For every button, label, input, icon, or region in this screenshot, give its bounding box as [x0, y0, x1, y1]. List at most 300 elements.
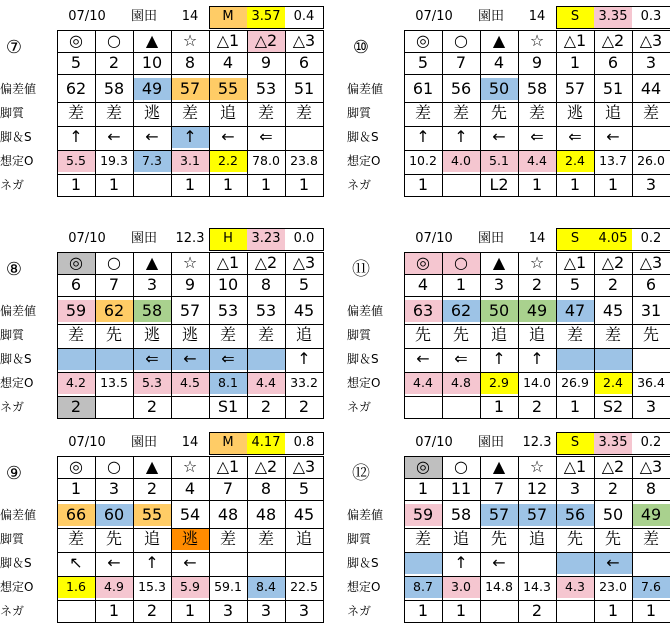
cell-style: 差 — [642, 529, 659, 548]
grid-hline — [57, 478, 324, 479]
cell-legs: ↑ — [454, 553, 468, 572]
grid-hline — [57, 252, 324, 253]
grid-vline — [247, 30, 248, 196]
row-label: 想定O — [347, 154, 381, 168]
row-label: 脚質 — [347, 328, 372, 342]
cell-legs: ← — [107, 553, 121, 572]
cell-marks: ○ — [454, 457, 468, 476]
cell-nums: 2 — [146, 479, 158, 498]
cell-neg: 3 — [645, 397, 657, 416]
row-label: 脚＆S — [347, 556, 379, 570]
cell-nums: 8 — [184, 53, 196, 72]
cell-marks: △1 — [563, 31, 587, 50]
cell-marks: ◎ — [404, 456, 442, 478]
header-diff: 0.4 — [293, 9, 315, 24]
race-panel — [0, 432, 330, 632]
grid-hline — [57, 174, 324, 175]
cell-dev: 45 — [293, 301, 315, 320]
row-label: ネガ — [347, 400, 372, 414]
cell-odds: 4.9 — [95, 576, 133, 598]
cell-neg: 1 — [184, 601, 196, 620]
cell-style: 追 — [143, 529, 160, 548]
cell-marks: ☆ — [182, 253, 198, 272]
cell-marks: △2 — [254, 253, 278, 272]
cell-dev: 45 — [293, 505, 315, 524]
race-number: ⑧ — [5, 259, 23, 280]
cell-style: 先 — [604, 529, 621, 548]
row-label: 脚質 — [0, 328, 25, 342]
cell-style: 逃 — [143, 103, 160, 122]
cell-odds: 5.5 — [57, 150, 95, 172]
grid-hline — [404, 528, 670, 529]
grid-hline — [57, 372, 324, 373]
cell-dev: 57 — [480, 504, 518, 526]
cell-neg: 1 — [455, 601, 467, 620]
grid-hline — [57, 274, 324, 275]
grid-hline — [404, 552, 670, 553]
cell-marks: △2 — [601, 253, 625, 272]
cell-style: 差 — [257, 325, 274, 344]
cell-dev: 57 — [518, 504, 556, 526]
race-number: ⑫ — [352, 463, 370, 484]
cell-odds: 13.5 — [100, 375, 128, 390]
cell-dev: 59 — [57, 300, 95, 322]
grid-vline — [442, 252, 443, 418]
cell-dev: 58 — [103, 79, 125, 98]
cell-marks: △2 — [601, 31, 625, 50]
cell-legs: ↑ — [416, 127, 430, 146]
header-type: S — [556, 432, 594, 454]
cell-dev: 66 — [57, 504, 95, 526]
cell-nums: 8 — [260, 479, 272, 498]
header-track: 園田 — [477, 231, 504, 246]
cell-neg: 2 — [298, 397, 310, 416]
grid-vline — [285, 456, 286, 622]
cell-neg — [57, 600, 95, 622]
cell-odds: 2.9 — [480, 372, 518, 394]
cell-style: 先 — [490, 103, 507, 122]
cell-odds: 36.4 — [637, 375, 665, 390]
header-date: 07/10 — [68, 9, 106, 24]
cell-neg: 3 — [645, 175, 657, 194]
header-diff: 0.2 — [640, 435, 662, 450]
grid-vline — [480, 252, 481, 418]
cell-odds: 5.3 — [133, 372, 171, 394]
cell-legs — [404, 552, 442, 574]
cell-style: 追 — [219, 103, 236, 122]
cell-style: 逃 — [566, 103, 583, 122]
header-dist: 14 — [181, 9, 199, 24]
header-diff: 0.2 — [640, 231, 662, 246]
grid-hline — [57, 74, 324, 75]
grid-hline — [57, 418, 324, 419]
grid-hline — [404, 52, 670, 53]
grid-vline — [95, 456, 96, 622]
cell-legs: ← — [492, 553, 506, 572]
cell-neg — [556, 600, 594, 622]
cell-dev: 61 — [412, 79, 434, 98]
grid-vline — [285, 252, 286, 418]
cell-dev: 58 — [526, 79, 548, 98]
cell-odds: 4.4 — [247, 372, 285, 394]
grid-hline — [57, 348, 324, 349]
cell-marks: ○ — [107, 457, 121, 476]
cell-odds: 4.2 — [57, 372, 95, 394]
grid-hline — [57, 456, 324, 457]
row-label: 偏差値 — [347, 304, 384, 318]
row-label: 偏差値 — [347, 82, 384, 96]
row-label: 偏差値 — [0, 304, 37, 318]
row-label: ネガ — [0, 178, 25, 192]
cell-style: 差 — [414, 529, 431, 548]
grid-hline — [404, 74, 670, 75]
cell-dev: 53 — [255, 301, 277, 320]
cell-neg: 1 — [108, 175, 120, 194]
cell-legs: ↑ — [297, 349, 311, 368]
header-track: 園田 — [477, 9, 504, 24]
cell-style: 追 — [295, 529, 312, 548]
grid-hline — [404, 196, 670, 197]
row-label: 脚＆S — [0, 556, 32, 570]
header-track: 園田 — [130, 9, 157, 24]
grid-hline — [404, 478, 670, 479]
grid-vline — [594, 456, 595, 622]
cell-neg: S2 — [602, 397, 624, 416]
grid-vline — [594, 30, 595, 196]
cell-nums: 2 — [607, 275, 619, 294]
cell-neg: S1 — [217, 397, 239, 416]
cell-neg: 1 — [607, 175, 619, 194]
cell-odds: 13.7 — [599, 153, 627, 168]
header-track: 園田 — [477, 435, 504, 450]
cell-marks: △1 — [216, 31, 240, 50]
race-panel — [347, 432, 670, 632]
cell-nums: 4 — [493, 53, 505, 72]
cell-marks: ▲ — [492, 457, 506, 476]
cell-odds: 8.4 — [247, 576, 285, 598]
cell-marks: ○ — [442, 252, 480, 274]
cell-odds: 33.2 — [290, 375, 318, 390]
row-label: ネガ — [347, 604, 372, 618]
cell-style: 差 — [105, 103, 122, 122]
cell-nums: 9 — [184, 275, 196, 294]
cell-odds: 23.0 — [599, 579, 627, 594]
cell-neg: 2 — [57, 396, 95, 418]
cell-legs — [247, 552, 285, 574]
cell-odds: 22.5 — [290, 579, 318, 594]
cell-style: 差 — [452, 103, 469, 122]
cell-legs: ↖ — [69, 553, 83, 572]
row-label: 脚質 — [347, 106, 372, 120]
cell-nums: 7 — [493, 479, 505, 498]
grid-vline — [556, 456, 557, 622]
cell-nums: 10 — [141, 53, 163, 72]
cell-nums: 2 — [108, 53, 120, 72]
cell-odds: 8.7 — [404, 576, 442, 598]
cell-style: 先 — [414, 325, 431, 344]
grid-hline — [57, 30, 324, 31]
cell-marks: ○ — [454, 31, 468, 50]
cell-nums: 5 — [298, 479, 310, 498]
grid-vline — [133, 456, 134, 622]
cell-odds: 8.1 — [209, 372, 247, 394]
cell-nums: 3 — [645, 53, 657, 72]
grid-hline — [404, 252, 670, 253]
header-date: 07/10 — [415, 435, 453, 450]
cell-neg: 1 — [645, 601, 657, 620]
grid-hline — [404, 274, 670, 275]
cell-style: 逃 — [181, 325, 198, 344]
cell-nums: 3 — [108, 479, 120, 498]
cell-dev: 49 — [133, 78, 171, 100]
cell-nums: 6 — [645, 275, 657, 294]
row-label: ネガ — [0, 400, 25, 414]
row-label: 想定O — [347, 376, 381, 390]
cell-legs — [632, 552, 670, 574]
cell-style: 差 — [566, 325, 583, 344]
grid-hline — [404, 418, 670, 419]
cell-odds: 4.4 — [404, 372, 442, 394]
cell-neg: 1 — [184, 175, 196, 194]
header-track: 園田 — [130, 435, 157, 450]
grid-vline — [632, 252, 633, 418]
header-type: M — [209, 6, 247, 28]
cell-neg: 3 — [298, 601, 310, 620]
cell-legs — [209, 552, 247, 574]
cell-odds: 10.2 — [409, 153, 437, 168]
cell-marks: ☆ — [529, 31, 545, 50]
cell-dev: 51 — [602, 79, 624, 98]
cell-nums: 8 — [645, 479, 657, 498]
grid-hline — [57, 576, 324, 577]
cell-style: 追 — [490, 325, 507, 344]
cell-odds: 14.0 — [523, 375, 551, 390]
cell-style: 先 — [566, 529, 583, 548]
row-label: 想定O — [0, 580, 34, 594]
header-value: 4.17 — [247, 432, 285, 454]
cell-nums: 5 — [569, 275, 581, 294]
race-number: ⑦ — [5, 37, 23, 58]
cell-dev: 62 — [442, 300, 480, 322]
header-dist: 14 — [528, 231, 546, 246]
header-date: 07/10 — [415, 231, 453, 246]
cell-odds: 5.9 — [171, 576, 209, 598]
grid-hline — [57, 528, 324, 529]
cell-nums: 2 — [607, 479, 619, 498]
cell-odds: 5.1 — [480, 150, 518, 172]
row-label: 偏差値 — [347, 508, 384, 522]
cell-legs: ↑ — [171, 126, 209, 148]
cell-nums: 5 — [70, 53, 82, 72]
grid-vline — [518, 252, 519, 418]
grid-vline — [518, 30, 519, 196]
cell-style: 追 — [528, 325, 545, 344]
cell-nums: 4 — [184, 479, 196, 498]
cell-dev: 50 — [602, 505, 624, 524]
grid-vline — [442, 30, 443, 196]
row-label: 想定O — [0, 154, 34, 168]
cell-odds: 4.3 — [556, 576, 594, 598]
cell-marks: △3 — [639, 253, 663, 272]
cell-legs: ↑ — [530, 349, 544, 368]
cell-marks: ○ — [107, 253, 121, 272]
cell-odds: 78.0 — [252, 153, 280, 168]
grid-hline — [404, 102, 670, 103]
cell-nums: 7 — [108, 275, 120, 294]
cell-style: 差 — [257, 103, 274, 122]
cell-nums: 6 — [298, 53, 310, 72]
cell-odds: 7.3 — [133, 150, 171, 172]
grid-hline — [57, 600, 324, 601]
cell-marks: ○ — [107, 31, 121, 50]
cell-legs: ← — [492, 127, 506, 146]
header-value: 3.35 — [594, 6, 632, 28]
cell-neg — [95, 396, 133, 418]
cell-legs: ↑ — [145, 553, 159, 572]
cell-legs — [594, 348, 632, 370]
cell-marks: △2 — [254, 457, 278, 476]
header-value: 4.05 — [594, 228, 632, 250]
cell-dev: 56 — [556, 504, 594, 526]
cell-style: 差 — [414, 103, 431, 122]
cell-style: 差 — [67, 103, 84, 122]
cell-neg — [404, 396, 442, 418]
row-label: 脚＆S — [0, 352, 32, 366]
cell-odds: 3.1 — [171, 150, 209, 172]
cell-legs: ⇐ — [530, 127, 544, 146]
grid-hline — [404, 150, 670, 151]
cell-odds: 2.4 — [594, 372, 632, 394]
header-date: 07/10 — [68, 435, 106, 450]
cell-dev: 56 — [450, 79, 472, 98]
cell-dev: 47 — [556, 300, 594, 322]
grid-vline — [171, 456, 172, 622]
cell-neg: 2 — [531, 397, 543, 416]
cell-odds: 15.3 — [138, 579, 166, 594]
grid-vline — [247, 252, 248, 418]
cell-marks: ◎ — [69, 457, 83, 476]
cell-odds: 1.6 — [57, 576, 95, 598]
cell-legs: ↑ — [454, 127, 468, 146]
cell-legs: ← — [221, 127, 235, 146]
grid-vline — [518, 456, 519, 622]
cell-legs — [632, 348, 670, 370]
grid-hline — [57, 150, 324, 151]
cell-style: 差 — [528, 103, 545, 122]
cell-nums: 5 — [298, 275, 310, 294]
cell-legs: ⇐ — [133, 348, 171, 370]
cell-legs: ← — [416, 349, 430, 368]
cell-marks: ◎ — [416, 31, 430, 50]
grid-vline — [57, 456, 58, 622]
cell-style: 逃 — [171, 528, 209, 550]
cell-nums: 7 — [455, 53, 467, 72]
grid-hline — [404, 622, 670, 623]
grid-vline — [209, 30, 210, 196]
row-label: 想定O — [347, 580, 381, 594]
grid-hline — [404, 372, 670, 373]
grid-vline — [57, 30, 58, 196]
cell-neg: 1 — [531, 175, 543, 194]
cell-marks: ▲ — [145, 457, 159, 476]
cell-nums: 4 — [222, 53, 234, 72]
grid-hline — [57, 552, 324, 553]
race-panel — [347, 228, 670, 428]
cell-dev: 51 — [293, 79, 315, 98]
cell-nums: 8 — [260, 275, 272, 294]
cell-neg — [480, 600, 518, 622]
row-label: 脚＆S — [0, 130, 32, 144]
grid-hline — [57, 500, 324, 501]
cell-odds: 14.3 — [523, 579, 551, 594]
cell-legs — [57, 348, 95, 370]
header-diff: 0.0 — [293, 231, 315, 246]
header-type: M — [209, 432, 247, 454]
cell-legs — [556, 552, 594, 574]
grid-hline — [404, 348, 670, 349]
cell-marks: ☆ — [529, 457, 545, 476]
grid-vline — [404, 30, 405, 196]
cell-neg: 1 — [222, 175, 234, 194]
cell-neg: 3 — [222, 601, 234, 620]
grid-vline — [285, 30, 286, 196]
cell-style: 差 — [67, 529, 84, 548]
header-type: S — [556, 228, 594, 250]
cell-style: 先 — [105, 325, 122, 344]
cell-dev: 50 — [480, 78, 518, 100]
grid-hline — [404, 456, 670, 457]
row-label: 想定O — [0, 376, 34, 390]
grid-vline — [247, 456, 248, 622]
cell-dev: 31 — [640, 301, 662, 320]
cell-neg: 2 — [260, 397, 272, 416]
cell-style: 先 — [105, 529, 122, 548]
cell-marks: ◎ — [404, 252, 442, 274]
cell-dev: 55 — [209, 78, 247, 100]
cell-marks: ▲ — [145, 253, 159, 272]
cell-marks: ▲ — [492, 31, 506, 50]
grid-hline — [404, 126, 670, 127]
row-label: ネガ — [347, 178, 372, 192]
cell-dev: 50 — [480, 300, 518, 322]
header-value: 3.57 — [247, 6, 285, 28]
cell-style: 差 — [67, 325, 84, 344]
race-number: ⑪ — [352, 259, 370, 280]
cell-marks: ▲ — [492, 253, 506, 272]
cell-odds: 4.8 — [442, 372, 480, 394]
cell-style: 追 — [295, 325, 312, 344]
cell-dev: 45 — [602, 301, 624, 320]
cell-legs — [285, 552, 323, 574]
header-dist: 14 — [528, 9, 546, 24]
cell-marks: ◎ — [69, 31, 83, 50]
cell-legs: ↑ — [492, 349, 506, 368]
cell-neg — [133, 174, 171, 196]
cell-marks: △3 — [292, 253, 316, 272]
cell-dev: 62 — [65, 79, 87, 98]
cell-marks: △3 — [292, 457, 316, 476]
cell-neg: 1 — [569, 175, 581, 194]
cell-marks: △3 — [292, 31, 316, 50]
cell-legs: ⇐ — [568, 127, 582, 146]
cell-marks: ◎ — [57, 252, 95, 274]
grid-vline — [209, 456, 210, 622]
cell-legs — [556, 348, 594, 370]
cell-nums: 3 — [569, 479, 581, 498]
cell-marks: △2 — [247, 30, 285, 52]
grid-vline — [323, 30, 324, 196]
cell-marks: ☆ — [182, 31, 198, 50]
